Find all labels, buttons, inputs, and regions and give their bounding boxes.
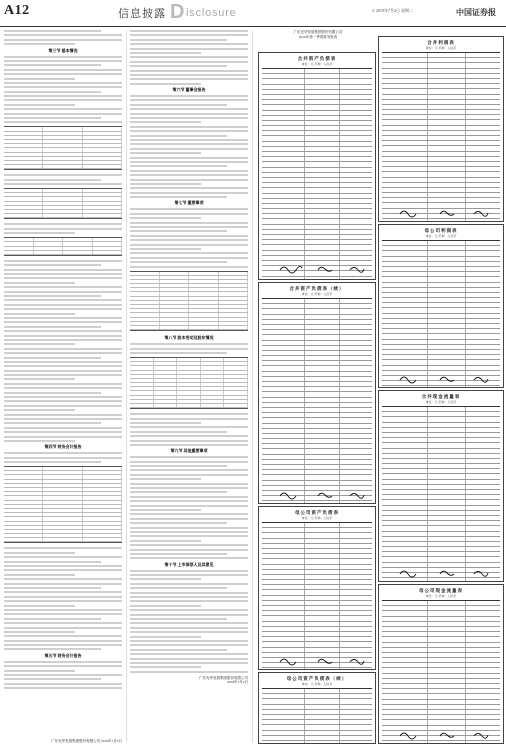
section-title-en: isclosure: [186, 7, 237, 19]
signature-icon: [318, 659, 332, 663]
section-title-cn: 信息披露: [118, 7, 166, 20]
statement-title: 母公司利润表: [424, 228, 458, 233]
signature-icon: [440, 733, 454, 737]
signature-icon: [280, 266, 302, 273]
report-period: 2019年第一季度财务报表: [298, 35, 338, 39]
signature-icon: [350, 494, 364, 499]
statement-unit: 单位：元 币种：人民币: [425, 594, 457, 598]
left-footer-company: 广东光华发展集团股份有限公司: [51, 739, 101, 743]
section-heading: 第四节 财务会计报告: [44, 444, 82, 450]
signature-icon: [400, 571, 416, 577]
signature-icon: [350, 660, 364, 665]
signature-icon: [400, 733, 416, 739]
statement-title: 母公司资产负债表: [295, 510, 339, 515]
statement-unit: 单位：元 币种：人民币: [301, 682, 333, 686]
footer-date: 2019年7月2日: [227, 680, 248, 685]
statement-title: 合并现金流量表: [421, 394, 461, 399]
statement-title: 合并资产负债表: [297, 56, 337, 61]
section-heading: 第十节 上市保荐人及其意见: [164, 561, 214, 567]
section-heading: 第三节 基本情况: [48, 47, 78, 53]
section-heading: 第六节 董事会报告: [172, 87, 206, 93]
signature-icon: [474, 378, 488, 383]
page-number: A12: [4, 3, 30, 18]
signature-icon: [474, 734, 488, 739]
signature-icon: [280, 659, 296, 665]
statement-unit: 单位：元 币种：人民币: [425, 234, 457, 238]
signature-icon: [440, 211, 454, 215]
statement-unit: 单位：元 币种：人民币: [301, 62, 333, 66]
section-title-en-initial: D: [170, 1, 185, 23]
signature-icon: [474, 572, 488, 577]
signature-icon: [440, 571, 454, 575]
signature-icon: [350, 268, 364, 273]
section-heading: 第七节 重要事项: [174, 200, 204, 206]
statement-title: 母公司资产负债表（续）: [286, 676, 348, 681]
signature-icon: [440, 377, 454, 381]
left-footer-date: 2019年7月2日: [101, 739, 122, 743]
signature-icon: [474, 212, 488, 217]
statement-title: 母公司现金流量表: [419, 588, 463, 593]
report-company: 广东光华发展集团股份有限公司: [293, 30, 343, 34]
paper-name: 中国证券报: [456, 8, 496, 17]
statement-unit: 单位：元 币种：人民币: [301, 292, 333, 296]
signature-icon: [400, 377, 416, 383]
section-heading: 第五节 财务会计报告: [44, 652, 82, 658]
signature-icon: [280, 493, 296, 499]
statement-unit: 单位：元 币种：人民币: [301, 516, 333, 520]
statement-unit: 单位：元 币种：人民币: [425, 46, 457, 50]
section-heading: 第九节 其他重要事项: [170, 448, 208, 454]
section-heading: 第八节 股本变动及股东情况: [164, 335, 214, 341]
footer-company: 广东光华发展集团股份有限公司: [199, 675, 248, 680]
dateline: © 2019年7月2日 星期二: [372, 8, 414, 13]
statement-title: 合并资产负债表（续）: [289, 286, 345, 291]
signature-icon: [400, 211, 416, 217]
statement-unit: 单位：元 币种：人民币: [425, 400, 457, 404]
statement-title: 合并利润表: [427, 40, 455, 45]
signature-icon: [318, 267, 332, 271]
signature-icon: [318, 493, 332, 497]
